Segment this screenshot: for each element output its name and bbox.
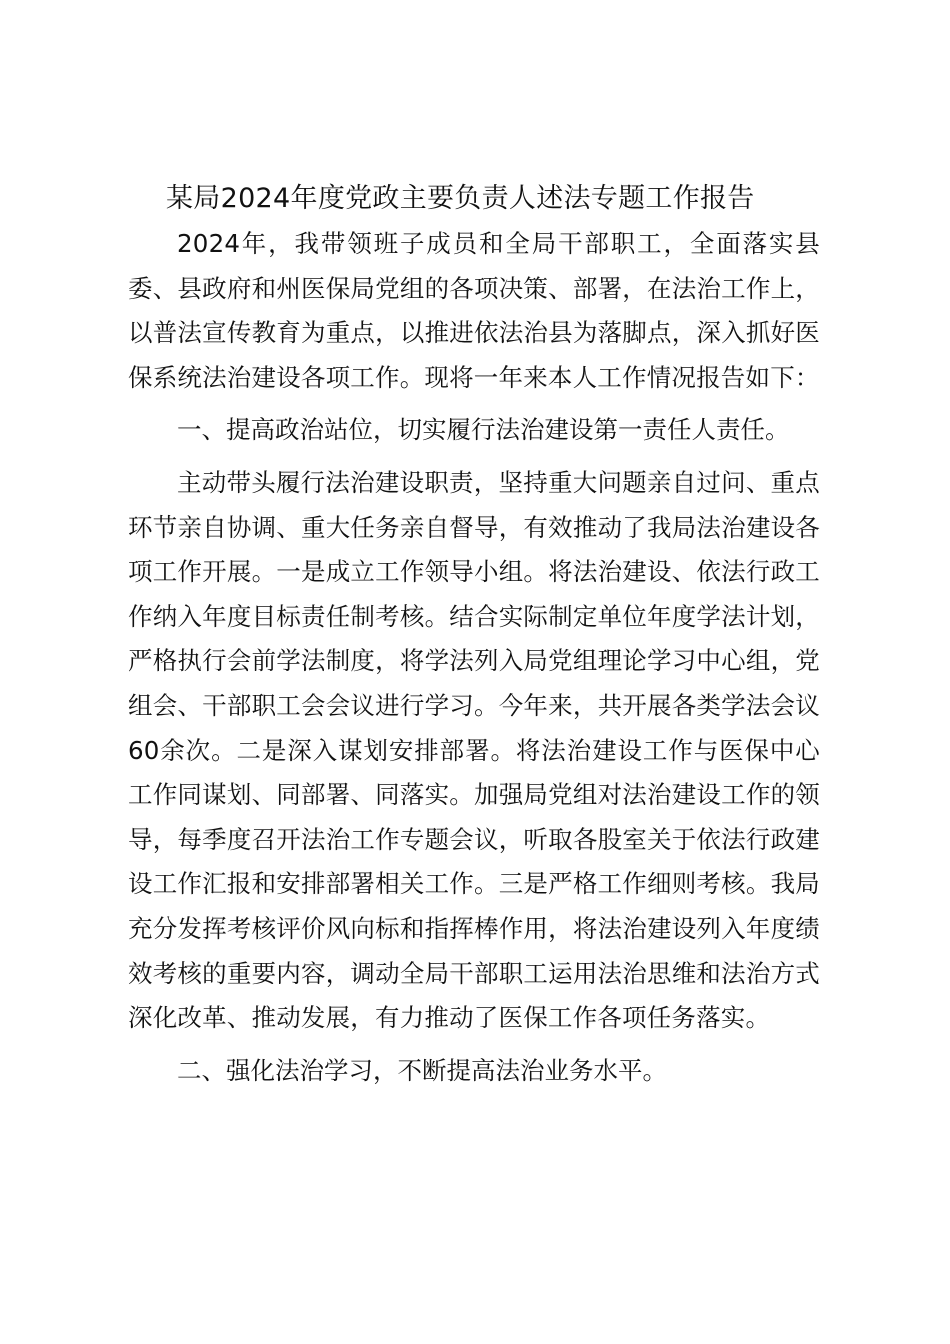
section-2-heading: 二、强化法治学习，不断提高法治业务水平。 xyxy=(177,1055,667,1085)
document-body xyxy=(128,176,820,1093)
section-1-heading: 一、提高政治站位，切实履行法治建设第一责任人责任。 xyxy=(177,415,790,445)
section-1-body: 主动带头履行法治建设职责，坚持重大问题亲自过问、重点环节亲自协调、重大任务亲自督导，有效推动了我局法治建设各项工作开展。一是成立工作领导小组。将法治建设、依法行政工作纳入年度目标责任制考核。结合实际制定单位年度学法计划，严格执行会前学法制度，将学法列入局党组理论学习中心组，党组会、干部职工会会议进行学习。今年来，共开展各类学法会议60余次。二是深入谋划安排部署。将法治建设工作与医保中心工作同谋划、同部署、同落实。加强局党组对法治建设工作的领导，每季度召开法治工作专题会议，听取各股室关于依法行政建设工作汇报和安排部署相关工作。三是严格工作细则考核。我局充分发挥考核评价风向标和指挥棒作用，将法治建设列入年度绩效考核的重要内容，调动全局干部职工运用法治思维和法治方式深化改革、推动发展，有力推动了医保工作各项任务落实。 xyxy=(128,467,820,1033)
document-title: 某局2024年度党政主要负责人述法专题工作报告 xyxy=(166,183,755,214)
intro-paragraph: 2024年，我带领班子成员和全局干部职工，全面落实县委、县政府和州医保局党组的各项决策、部署，在法治工作上，以普法宣传教育为重点，以推进依法治县为落脚点，深入抓好医保系统法治建设各项工作。现将一年来本人工作情况报告如下： xyxy=(128,229,820,392)
